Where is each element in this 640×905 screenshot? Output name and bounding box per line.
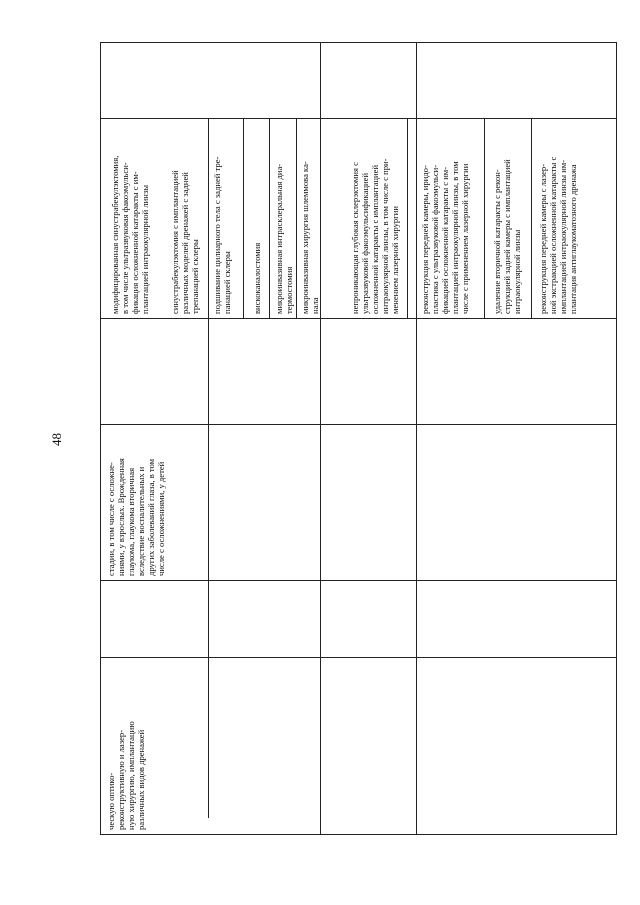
treatment-line: трепанацией склеры xyxy=(190,239,200,314)
patients-line: глаукома, глаукома вторичная xyxy=(126,467,136,576)
treatment-line: ультразвуковой факоэмульсификацией xyxy=(360,172,370,314)
table-rule xyxy=(269,118,270,318)
method-cell xyxy=(106,670,166,830)
table-rule xyxy=(100,424,617,425)
treatment-line: вискоканалостомия xyxy=(252,242,262,314)
treatment-line: нала xyxy=(310,297,320,314)
table-border-right xyxy=(616,42,617,835)
treatment-line: плантация антиглаукоматозного дренажа xyxy=(568,164,578,314)
patients-line: стадии, в том числе с осложне- xyxy=(106,462,116,576)
table-border-top xyxy=(100,42,617,43)
treatment-cell xyxy=(420,120,474,314)
table-border-left xyxy=(100,42,101,835)
treatment-line: панацией склеры xyxy=(222,251,232,314)
method-line: различных видов дренажей xyxy=(136,729,146,830)
treatment-line: плантацией интраокулярной линзы xyxy=(140,184,150,314)
treatment-line: различных моделей дренажей с задней xyxy=(180,172,190,314)
treatment-line: реконструкция передней камеры с лазер- xyxy=(538,163,548,314)
treatment-line: микроинвазивная интрасклеральная диа- xyxy=(274,163,284,314)
treatment-cell xyxy=(212,120,236,314)
table-border-bottom xyxy=(100,834,617,835)
method-line: ную хирургию, имплантацию xyxy=(126,721,136,830)
treatment-line: числе с применением лазерной хирургии xyxy=(460,163,470,314)
treatment-line: имплантацией интраокулярной линзы им- xyxy=(558,159,568,314)
treatment-line: интраокулярной линзы xyxy=(512,229,522,314)
treatment-line: менением лазерной хирургии xyxy=(390,206,400,314)
table-rule xyxy=(208,118,209,818)
treatment-cell xyxy=(300,120,324,314)
patients-cell xyxy=(106,424,176,576)
treatment-line: удаление вторичной катаракты с рекон- xyxy=(492,169,502,314)
page-number: 48 xyxy=(49,433,64,446)
treatment-line: струкцией задней камеры с имплантацией xyxy=(502,159,512,314)
treatment-line: непроникающая глубокая склерэктомия с xyxy=(350,162,360,314)
treatment-line: пластика с ультразвуковой факоэмульси- xyxy=(430,164,440,314)
treatment-line: плантацией интраокулярной линзы, в том xyxy=(450,161,460,314)
method-line: реконструктивную и лазер- xyxy=(116,729,126,830)
treatment-cell xyxy=(274,120,298,314)
table-rule xyxy=(100,657,617,658)
table-rule xyxy=(100,118,617,119)
treatment-cell xyxy=(350,120,404,314)
patients-line: вследствие воспалительных и xyxy=(136,466,146,576)
treatment-cell xyxy=(252,120,266,314)
treatment-cell xyxy=(492,120,526,314)
treatment-line: модифицированная синустрабекулэктомия, xyxy=(110,155,120,314)
table-rule xyxy=(100,580,617,581)
treatment-line: ной экстракцией осложненной катаракты с xyxy=(548,156,558,314)
treatment-cell xyxy=(170,120,204,314)
patients-line: других заболеваний глаза, в том xyxy=(146,458,156,576)
treatment-line: фикация осложненной катаракты с им- xyxy=(130,171,140,314)
treatment-line: термостомия xyxy=(284,266,294,314)
method-line: ческую оптико- xyxy=(106,772,116,830)
table-rule xyxy=(484,118,485,318)
treatment-line: в том числе ультразвуковая факоэмульси- xyxy=(120,162,130,314)
table-rule xyxy=(407,118,408,318)
treatment-cell xyxy=(110,120,154,314)
treatment-line: синустрабекулэктомия с имплантацией xyxy=(170,170,180,314)
table-rule xyxy=(416,42,417,835)
treatment-line: интраокулярной линзы, в том числе с при- xyxy=(380,158,390,314)
patients-line: ниями, у взрослых. Врожденная xyxy=(116,458,126,576)
treatment-line: фикацией осложненной катаракты с им- xyxy=(440,166,450,314)
treatment-line: осложненной катаракты с имплантацией xyxy=(370,164,380,314)
treatment-line: подшивание цилиарного тела с задней тре- xyxy=(212,156,222,314)
treatment-line: реконструкция передней камеры, иридо- xyxy=(420,165,430,314)
table-rule xyxy=(243,118,244,318)
treatment-cell xyxy=(538,120,582,314)
treatment-line: микроинвазивная хирургия шлеммова ка- xyxy=(300,161,310,314)
table-rule xyxy=(531,118,532,318)
table-rule xyxy=(100,318,617,319)
patients-line: числе с осложнениями, у детей xyxy=(156,461,166,576)
